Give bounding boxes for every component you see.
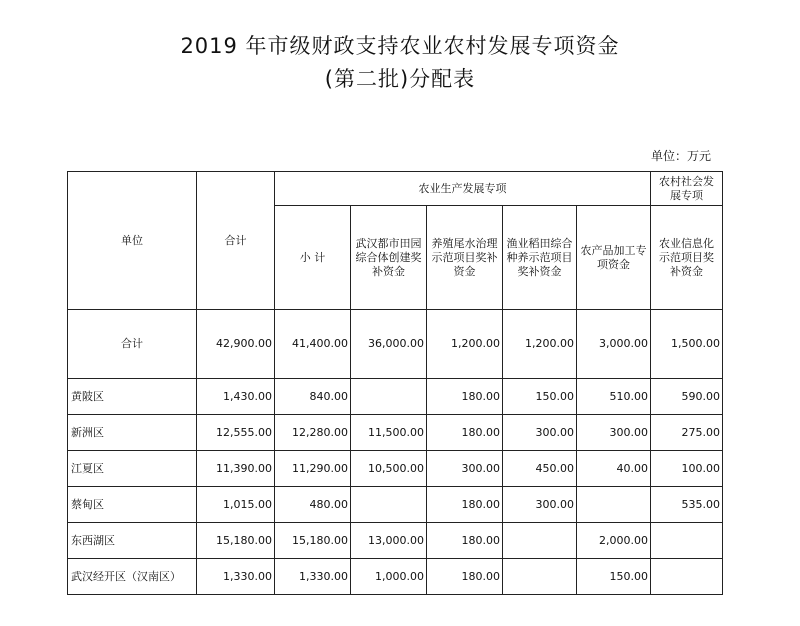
header-col-rice-fish: 渔业稻田综合种养示范项目奖补资金 (503, 206, 577, 310)
cell-c2: 1,200.00 (427, 310, 503, 379)
cell-c4: 40.00 (577, 451, 651, 487)
cell-c2: 180.00 (427, 523, 503, 559)
cell-subtotal: 12,280.00 (275, 415, 351, 451)
allocation-table (67, 171, 723, 595)
cell-c5 (651, 523, 723, 559)
cell-c4: 150.00 (577, 559, 651, 595)
document-title-line2: (第二批)分配表 (324, 67, 476, 91)
header-group-rural: 农村社会发展专项 (651, 172, 723, 206)
table-row (68, 379, 723, 415)
cell-c2: 300.00 (427, 451, 503, 487)
cell-c3: 150.00 (503, 379, 577, 415)
cell-c3: 300.00 (503, 415, 577, 451)
row-label: 东西湖区 (68, 523, 197, 559)
cell-c3 (503, 523, 577, 559)
row-label: 合计 (68, 310, 197, 379)
table-row (68, 415, 723, 451)
cell-c5: 275.00 (651, 415, 723, 451)
cell-c5: 100.00 (651, 451, 723, 487)
header-col-processing: 农产品加工专项资金 (577, 206, 651, 310)
row-label: 江夏区 (68, 451, 197, 487)
cell-total: 1,015.00 (197, 487, 275, 523)
cell-total: 15,180.00 (197, 523, 275, 559)
cell-total: 12,555.00 (197, 415, 275, 451)
cell-c1: 1,000.00 (351, 559, 427, 595)
cell-subtotal: 1,330.00 (275, 559, 351, 595)
cell-c4: 2,000.00 (577, 523, 651, 559)
cell-c5: 1,500.00 (651, 310, 723, 379)
cell-c5 (651, 559, 723, 595)
cell-subtotal: 480.00 (275, 487, 351, 523)
table-row (68, 559, 723, 595)
cell-c1: 13,000.00 (351, 523, 427, 559)
header-unit: 单位 (68, 172, 197, 310)
row-label: 黄陂区 (68, 379, 197, 415)
cell-c3 (503, 559, 577, 595)
header-col-aquaculture-tailwater: 养殖尾水治理示范项目奖补资金 (427, 206, 503, 310)
cell-c5: 590.00 (651, 379, 723, 415)
cell-subtotal: 15,180.00 (275, 523, 351, 559)
cell-c4: 300.00 (577, 415, 651, 451)
cell-c4: 3,000.00 (577, 310, 651, 379)
row-label: 蔡甸区 (68, 487, 197, 523)
header-col-urban-pastoral: 武汉都市田园综合体创建奖补资金 (351, 206, 427, 310)
unit-label: 单位：万元 (651, 149, 712, 163)
cell-c3: 1,200.00 (503, 310, 577, 379)
cell-c1 (351, 487, 427, 523)
table-row-total (68, 310, 723, 379)
cell-total: 1,330.00 (197, 559, 275, 595)
cell-total: 42,900.00 (197, 310, 275, 379)
header-subtotal: 小 计 (275, 206, 351, 310)
cell-c2: 180.00 (427, 379, 503, 415)
cell-c1: 36,000.00 (351, 310, 427, 379)
cell-c1: 10,500.00 (351, 451, 427, 487)
header-group-agri: 农业生产发展专项 (275, 172, 651, 206)
cell-total: 11,390.00 (197, 451, 275, 487)
cell-c1 (351, 379, 427, 415)
cell-subtotal: 840.00 (275, 379, 351, 415)
row-label: 新洲区 (68, 415, 197, 451)
header-total: 合计 (197, 172, 275, 310)
row-label: 武汉经开区（汉南区） (68, 559, 197, 595)
table-row (68, 523, 723, 559)
document-title-line1: 2019 年市级财政支持农业农村发展专项资金 (180, 34, 620, 58)
cell-subtotal: 41,400.00 (275, 310, 351, 379)
cell-c2: 180.00 (427, 415, 503, 451)
table-row (68, 487, 723, 523)
header-col-informatization: 农业信息化示范项目奖补资金 (651, 206, 723, 310)
cell-c4 (577, 487, 651, 523)
cell-c1: 11,500.00 (351, 415, 427, 451)
cell-total: 1,430.00 (197, 379, 275, 415)
cell-c2: 180.00 (427, 559, 503, 595)
cell-c5: 535.00 (651, 487, 723, 523)
cell-c4: 510.00 (577, 379, 651, 415)
cell-subtotal: 11,290.00 (275, 451, 351, 487)
cell-c2: 180.00 (427, 487, 503, 523)
cell-c3: 450.00 (503, 451, 577, 487)
table-row (68, 451, 723, 487)
cell-c3: 300.00 (503, 487, 577, 523)
